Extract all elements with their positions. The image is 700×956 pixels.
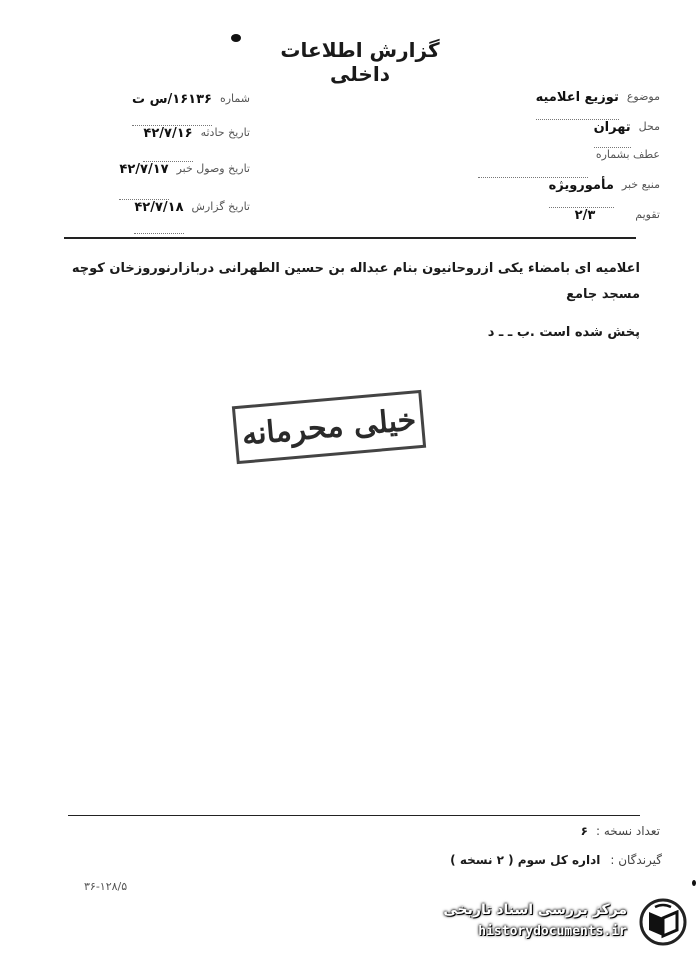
meta-incident-date-value: ۴۲/۷/۱۶	[143, 126, 192, 162]
meta-reference-value	[478, 148, 588, 178]
meta-location-value: تهران	[594, 120, 631, 148]
meta-subject-value: توزیع اعلامیه	[536, 90, 619, 120]
meta-source-row	[470, 178, 660, 208]
meta-report-date-value: ۴۲/۷/۱۸	[134, 200, 183, 234]
recipients-label: گیرندگان :	[610, 853, 662, 867]
meta-rating-label: تقویم	[635, 208, 660, 221]
meta-incident-date-row	[60, 126, 250, 162]
page-title: گزارش اطلاعات داخلی	[280, 38, 440, 86]
meta-number-row	[60, 92, 250, 126]
footer-divider	[68, 815, 640, 816]
meta-number-value: ۱۶۱۳۶/س ت	[132, 92, 212, 126]
form-code: ۳۶-۱۲۸/۵	[84, 880, 128, 893]
meta-report-date-label: تاریخ گزارش	[191, 200, 250, 213]
meta-rating-value: ۲/۳	[574, 208, 596, 223]
meta-report-date-row	[60, 200, 250, 234]
copies-value: ۶	[580, 824, 588, 838]
meta-number-label: شماره	[219, 92, 250, 105]
header-divider	[64, 237, 636, 239]
book-logo-icon	[637, 898, 689, 946]
copies-row	[440, 824, 660, 838]
meta-right-block	[470, 90, 660, 234]
meta-rating-row	[470, 208, 660, 234]
meta-source-label: منبع خبر	[621, 178, 660, 191]
report-body	[40, 256, 640, 346]
meta-location-row	[470, 120, 660, 148]
meta-reference-label: عطف بشماره	[595, 148, 660, 161]
meta-subject-label: موضوع	[626, 90, 660, 103]
watermark-url: historydocuments.ir	[478, 924, 627, 939]
meta-received-date-value: ۴۲/۷/۱۷	[119, 162, 168, 200]
ink-speck	[231, 34, 241, 42]
watermark-name: مرکز بررسی اسناد تاریخی	[443, 902, 627, 918]
watermark	[420, 896, 695, 948]
meta-source-value: مأمورویژه	[549, 178, 614, 208]
meta-location-label: محل	[638, 120, 660, 133]
meta-left-block	[60, 92, 250, 234]
meta-reference-row	[470, 148, 660, 178]
meta-incident-date-label: تاریخ حادثه	[200, 126, 250, 139]
report-body-line-1: اعلامیه ای بامضاء یکی ازروحانیون بنام عبداله بن حسین الطهرانی دربازارنوروزخان کوچه مسجد جامع	[71, 261, 640, 302]
meta-received-date-label: تاریخ وصول خبر	[176, 162, 250, 175]
meta-received-date-row	[60, 162, 250, 200]
report-body-line-2: پخش شده است .ب ـ ـ د	[487, 325, 640, 340]
classification-stamp: خیلی محرمانه	[232, 390, 426, 464]
recipients-value: اداره کل سوم ( ۲ نسخه )	[450, 853, 601, 867]
ink-speck	[692, 880, 696, 886]
meta-subject-row	[470, 90, 660, 120]
recipients-row	[400, 853, 662, 867]
copies-label: تعداد نسخه :	[595, 824, 660, 838]
